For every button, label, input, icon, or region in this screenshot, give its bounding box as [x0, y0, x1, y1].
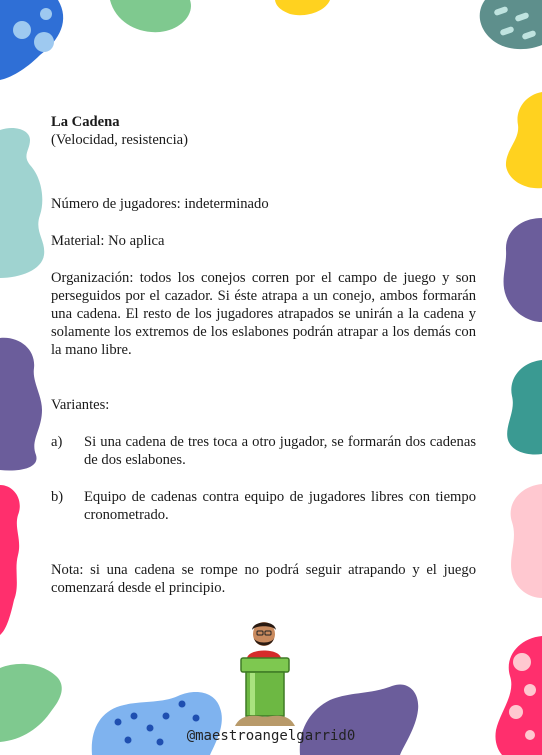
- document-title: La Cadena: [51, 114, 120, 130]
- bitmoji-avatar-icon: [235, 618, 295, 728]
- variant-text: Equipo de cadenas contra equipo de jugadores libres con tiempo cronometrado.: [84, 489, 476, 523]
- material-line: Material: No aplica: [51, 233, 165, 249]
- blob-left-purple: [0, 338, 42, 471]
- variants-heading: Variantes:: [51, 397, 110, 413]
- variant-item-a: [51, 433, 476, 469]
- blob-right-purple: [504, 218, 542, 322]
- note-paragraph: Nota: si una cadena se rompe no podrá seguir atrapando y el juego comenzará desde el principio.: [51, 562, 476, 596]
- variant-item-b: [51, 488, 476, 524]
- blob-right-teal: [507, 360, 542, 454]
- blob-right-light-pink: [511, 484, 542, 598]
- variant-text: Si una cadena de tres toca a otro jugador, se formarán dos cadenas de dos eslabones.: [84, 434, 476, 468]
- blob-top-left: [0, 0, 63, 80]
- blob-top-right: [480, 0, 542, 49]
- variant-marker: a): [51, 434, 63, 450]
- blob-top-yellow: [275, 0, 330, 15]
- variant-marker: b): [51, 489, 64, 505]
- blob-bottom-purple: [300, 684, 418, 755]
- organization-paragraph: Organización: todos los conejos corren por el campo de juego y son perseguidos por el cazador. Si éste atrapa a un conejo, ambos formarán una cadena. El resto de los jugadores atrapados se unirán a la cadena y solamente los extremos de los eslabones podrán atrapar a los demás con la mano libre.: [51, 270, 476, 358]
- document-subtitle: (Velocidad, resistencia): [51, 132, 188, 148]
- blob-top-green: [110, 0, 191, 32]
- author-handle: @maestroangelgarrid0: [186, 728, 356, 744]
- blob-bottom-blue: [92, 692, 222, 755]
- document-body: [51, 113, 476, 597]
- blob-right-yellow: [506, 92, 542, 188]
- blob-left-aqua: [0, 128, 44, 278]
- players-line: Número de jugadores: indeterminado: [51, 196, 269, 212]
- blob-left-pink: [0, 485, 20, 635]
